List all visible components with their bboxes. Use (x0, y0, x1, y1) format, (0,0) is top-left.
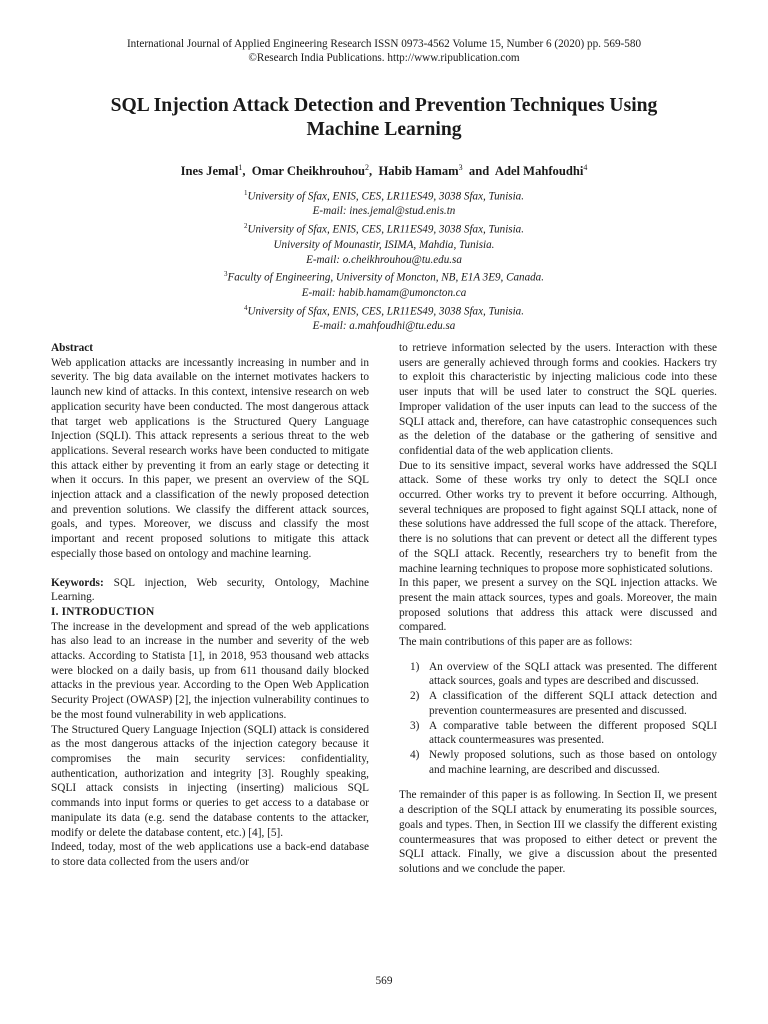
right-column (399, 341, 717, 877)
list-item-text: A comparative table between the different proposed SQLI attack countermeasures was presented. (429, 719, 717, 747)
list-item (399, 719, 717, 748)
author-affil-mark: 3 (458, 163, 463, 172)
author-separator: , (242, 164, 252, 179)
affiliation-line (0, 186, 768, 204)
list-item-number: 1) (410, 660, 420, 673)
affiliation-list (0, 186, 768, 334)
author-affil-mark: 4 (583, 163, 588, 172)
title-line-2: Machine Learning (306, 119, 462, 140)
affiliation-line (0, 286, 768, 301)
abstract-heading: Abstract (51, 342, 94, 354)
body-paragraph: The main contributions of this paper are as follows: (399, 636, 633, 649)
affiliation-line (0, 301, 768, 319)
keywords (51, 576, 372, 605)
section-heading-introduction: I. INTRODUCTION (51, 605, 155, 618)
author-name: Habib Hamam (378, 164, 459, 179)
body-paragraph: The remainder of this paper is as following. In Section II, we present a description of the SQLI attack by enumerating its possible sources, goals and types. Then, in Section III we classify the different existing countermeasures that was proposed to either detect or prevent the SQLI attack. Finally, we give a discussion about the presented solutions and we conclude the paper. (399, 789, 717, 875)
spacer (51, 562, 369, 576)
title-line-1: SQL Injection Attack Detection and Prevention Techniques Using (110, 95, 658, 116)
paper-title (40, 94, 728, 142)
list-item (399, 660, 717, 689)
affiliation-line (0, 267, 768, 285)
author-separator: and (462, 164, 495, 179)
affiliation-text: University of Sfax, ENIS, CES, LR11ES49, 3038 Sfax, Tunisia. (247, 223, 524, 236)
list-item-number: 3) (410, 719, 420, 732)
affiliation-line (0, 319, 768, 334)
affiliation-text: University of Mounastir, ISIMA, Mahdia, Tunisia. (273, 238, 495, 251)
affiliation-line (0, 204, 768, 219)
intro-paragraph: Indeed, today, most of the web applications use a back-end database to store data collected from the users and/or (51, 841, 369, 868)
affiliation-mark: 4 (243, 303, 248, 312)
affiliation-line (0, 238, 768, 253)
affiliation-text: E-mail: ines.jemal@stud.enis.tn (312, 205, 456, 218)
affiliation-line (0, 219, 768, 237)
journal-header (0, 38, 768, 65)
list-item-number: 4) (410, 748, 420, 761)
affiliation-line (0, 253, 768, 268)
list-item (399, 748, 717, 777)
abstract-text: Web application attacks are incessantly increasing in number and in severity. The big data available on the internet motivates hackers to launch new kind of attacks. In this context, intensive research on web application security have been conducted. The most dangerous attack that target web applications is the Structured Query Language Injection (SQLI). This attack represents a serious threat to the web applications. Several research works have been conducted to mitigate this attack either by preventing it from an early stage or detecting it when it occurs. In this paper, we present an overview of the SQL injection attack and a classification of the newly proposed detection and prevention solutions. We classify the different attack sources, goals, and types. Moreover, we discuss and classify the most important and recent proposed solutions to mitigate this attack especially those based on ontology and machine learning. (51, 356, 369, 560)
affiliation-text: E-mail: o.cheikhrouhou@tu.edu.sa (306, 253, 462, 266)
affiliation-mark: 3 (223, 270, 228, 279)
list-item-number: 2) (410, 690, 420, 703)
list-item-text: A classification of the different SQLI attack detection and prevention countermeasures are presented and discussed. (429, 690, 717, 717)
author-separator: , (369, 164, 379, 179)
author-name: Adel Mahfoudhi (494, 164, 584, 179)
intro-paragraph: The increase in the development and spread of the web applications has also lead to an increase in the number and severity of the web attacks. According to Statista [1], in 2018, 953 thousand web attacks were blocked on a daily basis, up from 611 thousand daily blocked attacks in the previous year. According to the Open Web Application Security Project (OWASP) [2], the injection vulnerability continues to be the most found vulnerability in web applications. (51, 620, 369, 721)
publisher-line: ©Research India Publications. http://www.ripublication.com (248, 51, 520, 64)
affiliation-text: Faculty of Engineering, University of Moncton, NB, E1A 3E9, Canada. (227, 272, 545, 285)
body-paragraph: to retrieve information selected by the users. Interaction with these users are generally achieved through forms and cookies. Hackers try to exploit this characteristic by injecting malicious code into these user inputs that will be used later to construct the SQL queries. Improper validation of the user inputs can lead to the success of the SQLI attack and, therefore, can have catastrophic consequences such as the deletion of the database or the gathering of sensitive and confidential data of the web application clients. (399, 342, 717, 457)
keywords-text: SQL injection, Web security, Ontology, Machine Learning. (51, 576, 372, 604)
body-paragraph: Due to its sensitive impact, several works have addressed the SQLI attack. Some of these works try only to detect the SQLI once occurred. Other works try to prevent it before occurring. Although, several techniques are proposed to fight against SQLI attack, none of these solutions have addressed the full scope of the attack. Therefore, there is no solutions that can prevent or detect all the different types of the SQLI attack. Recently, researchers try to benefit from the machine learning techniques to propose more sophisticated solutions. (399, 459, 717, 575)
author-affil-mark: 1 (238, 163, 243, 172)
contributions-list (399, 660, 717, 778)
affiliation-text: University of Sfax, ENIS, CES, LR11ES49, 3038 Sfax, Tunisia. (247, 305, 524, 318)
affiliation-mark: 2 (243, 222, 248, 231)
affiliation-mark: 1 (243, 189, 248, 197)
author-affil-mark: 2 (365, 163, 370, 172)
journal-citation: International Journal of Applied Engineering Research ISSN 0973-4562 Volume 15, Number 6 (2020) pp. 569-580 (126, 38, 642, 50)
list-item-text: An overview of the SQLI attack was presented. The different attack sources, goals and types are described and discussed. (429, 660, 717, 688)
list-item (399, 689, 717, 718)
affiliation-text: E-mail: habib.hamam@umoncton.ca (301, 286, 467, 299)
intro-paragraph: The Structured Query Language Injection (SQLI) attack is considered as the most dangerous attacks of the injection category because it compromises the main security services: confidentiality, authentication, authorization and integrity [3]. Roughly speaking, SQLI attack consists in injecting (inserting) malicious SQL commands into input forms or queries to get access to a database or manipulate its data (e.g. send the database contents to the attacker, modify or delete the database content, etc.) [4], [5]. (51, 723, 369, 839)
list-item-text: Newly proposed solutions, such as those based on ontology and machine learning, are described and discussed. (429, 748, 717, 776)
page-number: 569 (375, 975, 393, 987)
keywords-label: Keywords: (51, 576, 104, 589)
author-name: Ines Jemal (180, 164, 239, 179)
affiliation-text: E-mail: a.mahfoudhi@tu.edu.sa (312, 320, 456, 333)
author-name: Omar Cheikhrouhou (251, 164, 366, 179)
left-column (51, 341, 372, 870)
author-list (0, 160, 768, 179)
affiliation-text: University of Sfax, ENIS, CES, LR11ES49, 3038 Sfax, Tunisia. (247, 190, 524, 203)
body-paragraph: In this paper, we present a survey on the SQL injection attacks. We present the main attack sources, types and goals. Moreover, the main proposed solutions that address this attack were discussed and compared. (399, 577, 717, 634)
